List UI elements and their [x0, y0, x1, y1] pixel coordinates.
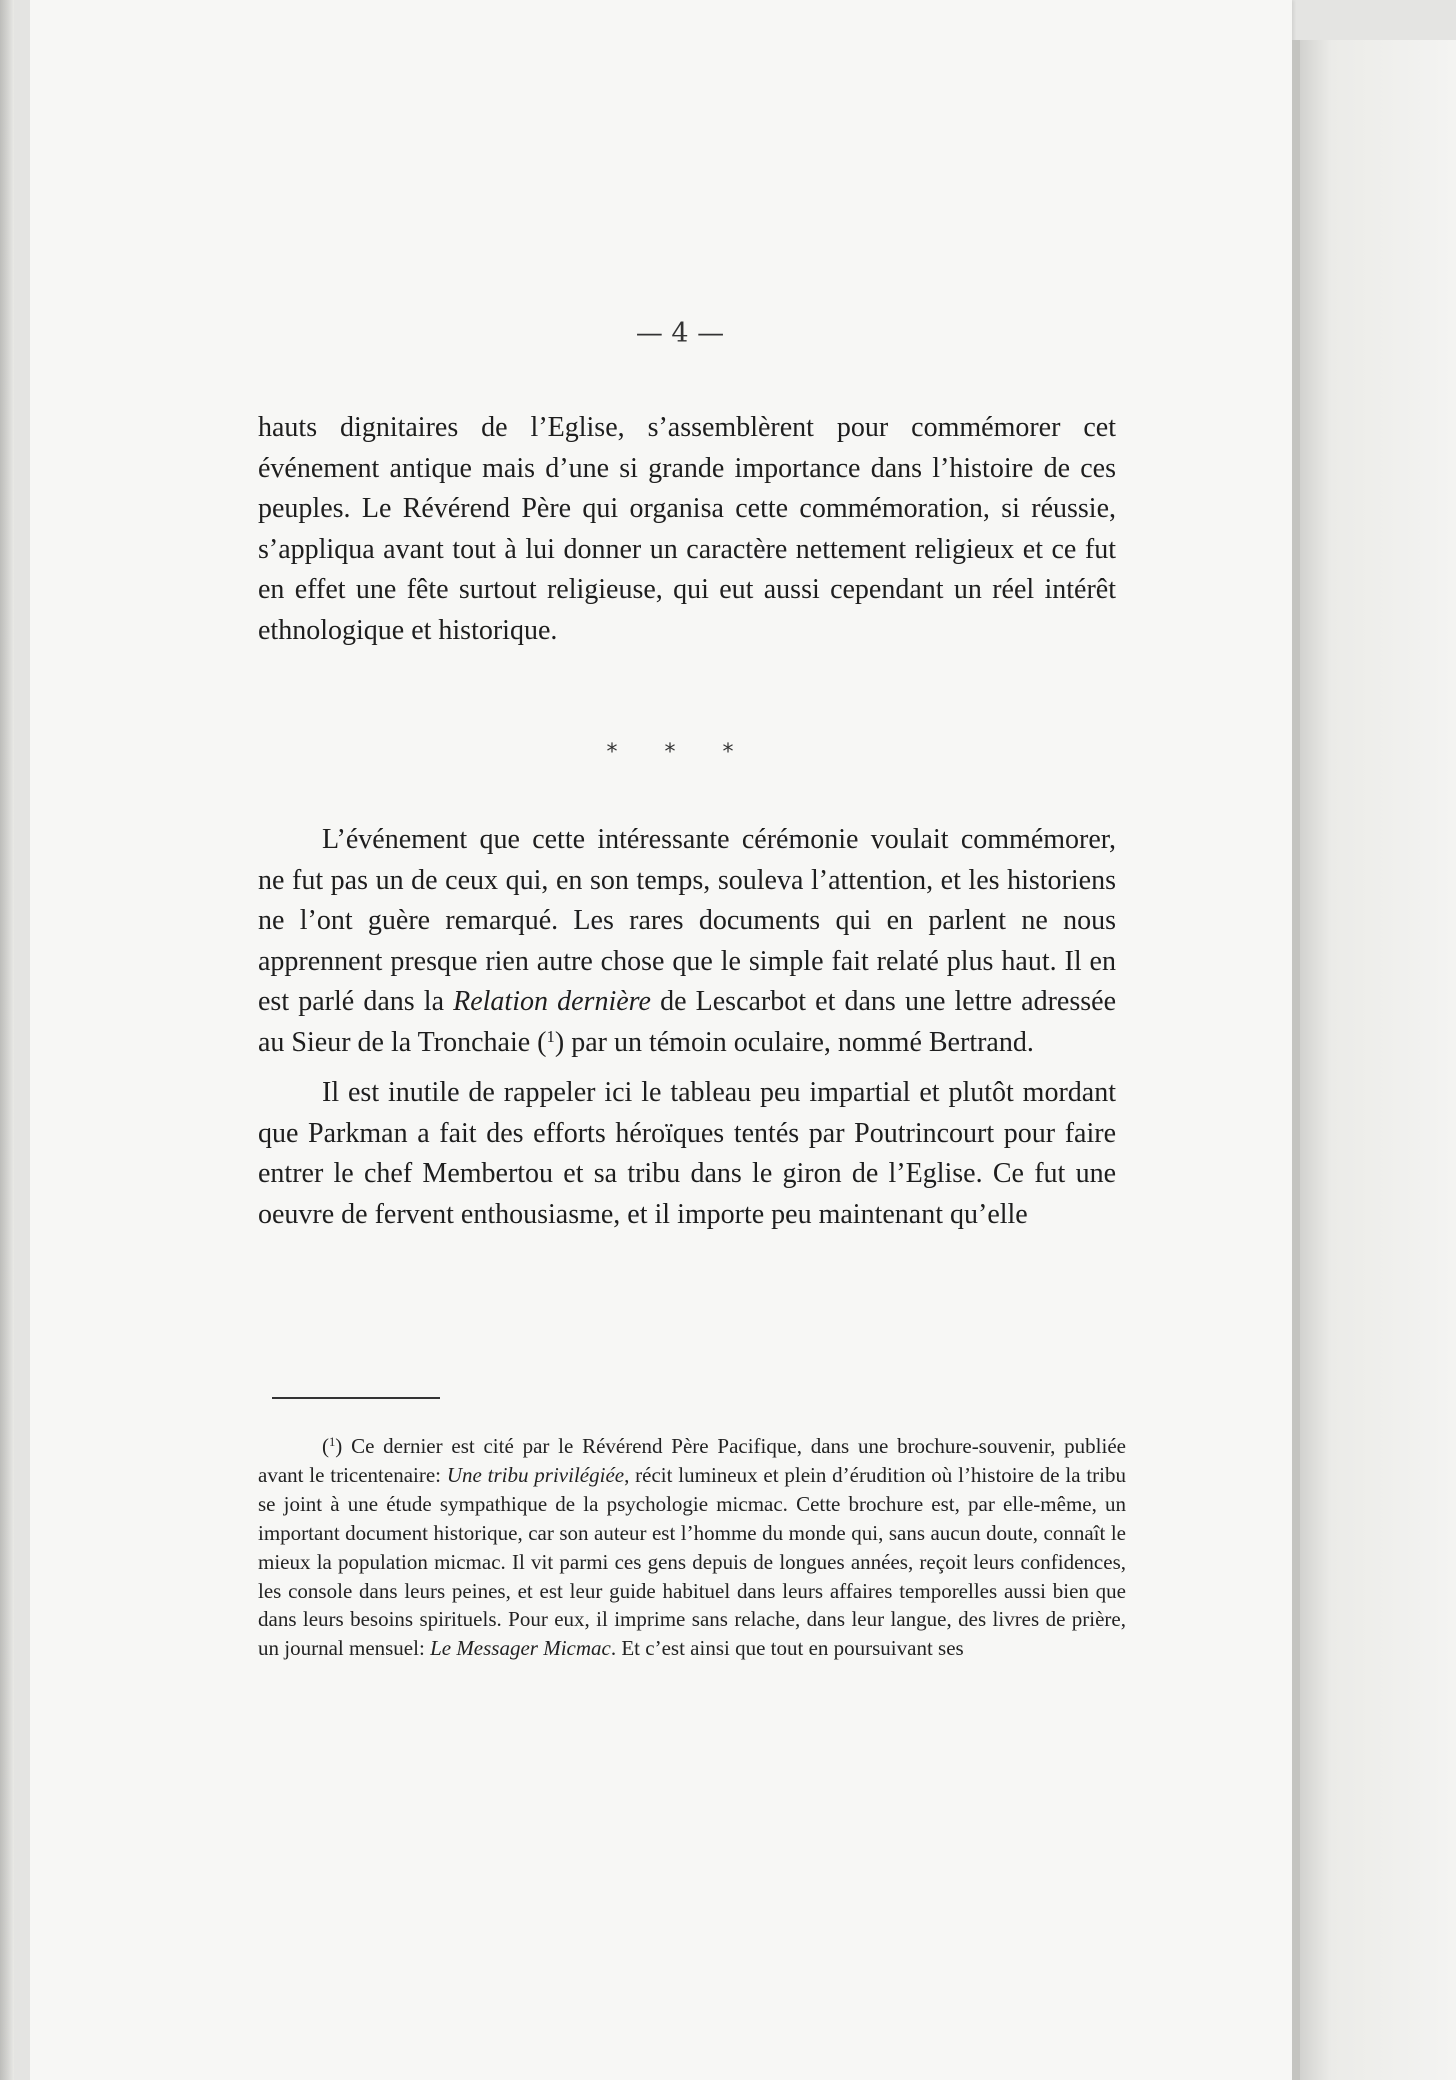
book-title-relation: Relation dernière	[453, 986, 651, 1017]
page-gutter	[1292, 40, 1300, 2080]
scan-left-edge	[0, 0, 14, 2080]
paragraph-2-text-2: de Lescarbot et dans une lettre adressée au Sieur de la Tronchaie (	[258, 986, 1117, 1058]
body-text-top	[258, 408, 1116, 651]
next-page-edge	[1300, 40, 1456, 2080]
book-title-tribu: Une tribu privilégiée	[446, 1462, 625, 1487]
footnote-text-2: , récit lumineux et plein d’érudition où l’histoire de la tribu se joint à une étude sympathique de la psychologie micmac. Cette brochure est, par elle-même, un important document historique, car son auteur est l’homme du monde qui, sans aucun doute, connaît le mieux la population micmac. Il vit parmi ces gens depuis de longues années, reçoit leurs confidences, les console dans leurs peines, et est leur guide habituel dans leurs affaires temporelles aussi bien que dans leurs besoins spirituels. Pour eux, il imprime sans relache, dans leur langue, des livres de prière, un journal mensuel:	[258, 1462, 1126, 1661]
footnote-text-3: . Et c’est ainsi que tout en poursuivant ses	[610, 1636, 964, 1661]
paragraph-continuation: hauts dignitaires de l’Eglise, s’assemblèrent pour commémorer cet événement antique mais d’une si grande importance dans l’histoire de ces peuples. Le Révérend Père qui organisa cette commémoration, si réussie, s’appliqua avant tout à lui donner un caractère nettement religieux et ce fut en effet une fête surtout religieuse, qui eut aussi cependant un réel intérêt ethnologique et historique.	[258, 412, 1116, 646]
footnote-reference[interactable]: 1	[546, 1026, 555, 1046]
journal-title-messager: Le Messager Micmac	[430, 1636, 611, 1661]
paragraph-parkman: Il est inutile de rappeler ici le tableau peu impartial et plutôt mordant que Parkman a fait des efforts héroïques tentés par Poutrincourt pour faire entrer le chef Membertou et sa tribu dans le giron de l’Eglise. Ce fut une oeuvre de fervent enthousiasme, et il importe peu maintenant qu’elle	[258, 1077, 1116, 1230]
body-text-main	[258, 820, 1116, 1235]
footnote-1: ($^1$) Ce dernier est cité par le Révérend Père Pacifique, dans une brochure-souvenir, publiée avant le tricentenaire: Une tribu privilégiée, récit lumineux et plein d’érudition où l’histoire de la tribu se joint à une étude sympathique de la psychologie micmac. Cette brochure est, par elle-même, un important document historique, car son auteur est l’homme du monde qui, sans aucun doute, connaît le mieux la population micmac. Il vit parmi ces gens depuis de longues années, reçoit leurs confidences, les console dans leurs peines, et est leur guide habituel dans leurs affaires temporelles aussi bien que dans leurs besoins spirituels. Pour eux, il imprime sans relache, dans leur langue, des livres de prière, un journal mensuel: Le Messager Micmac. Et c’est ainsi que tout en poursuivant ses	[258, 1434, 1126, 1661]
paragraph-2-text-3: ) par un témoin oculaire, nommé Bertrand.	[554, 1026, 1034, 1058]
footnote-text-1: Ce dernier est cité par le Révérend Père Pacifique, dans une brochure-souvenir, publiée avant le tricentenaire:	[258, 1434, 1126, 1487]
footnote-divider	[272, 1397, 440, 1399]
paragraph-evenement	[258, 820, 1116, 1063]
footnote	[258, 1432, 1126, 1663]
page-number: — 4 —	[635, 318, 725, 349]
footnote-marker: 1	[329, 1435, 336, 1450]
paragraph-2-text-1: L’événement que cette intéressante cérémonie voulait commémorer, ne fut pas un de ceux qui, en son temps, souleva l’attention, et les historiens ne l’ont guère remarqué. Les rares documents qui en parlent ne nous apprennent presque rien autre chose que le simple fait relaté plus haut. Il en est parlé dans la	[258, 824, 1116, 1017]
section-separator: * * *	[606, 740, 754, 765]
